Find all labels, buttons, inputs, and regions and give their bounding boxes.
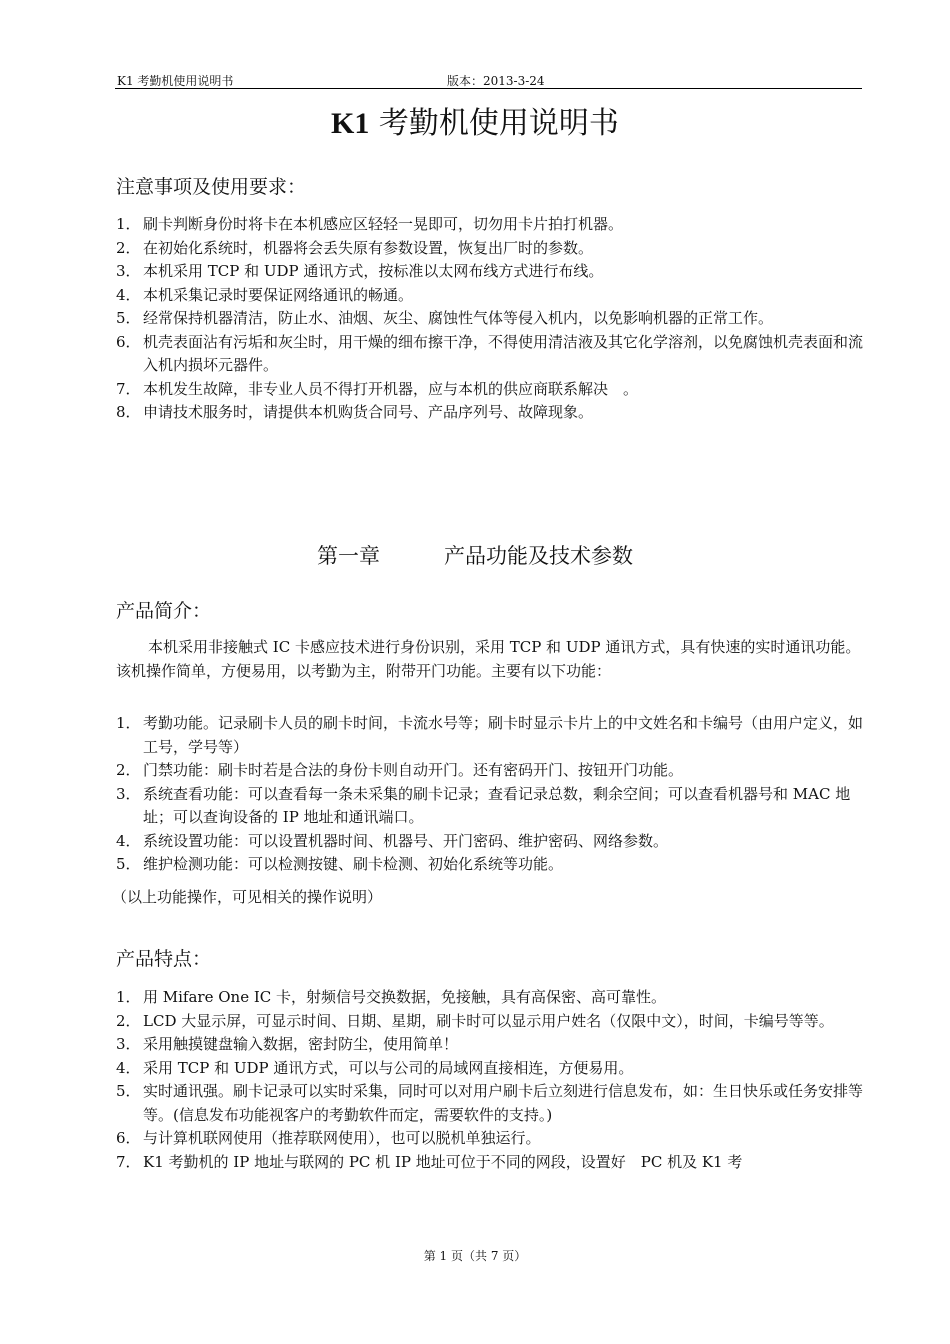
- list-item: [116, 783, 866, 830]
- title-text: 考勤机使用说明书: [369, 106, 619, 141]
- list-item-text: 申请技术服务时，请提供本机购货合同号、产品序列号、故障现象。: [143, 403, 594, 421]
- list-item-text: 刷卡判断身份时将卡在本机感应区轻轻一晃即可，切勿用卡片拍打机器。: [143, 215, 624, 233]
- list-item-number: 7．: [116, 1152, 141, 1171]
- list-item: [116, 1057, 866, 1081]
- list-item-number: 1．: [116, 714, 141, 732]
- notice-list: [116, 213, 866, 425]
- list-item-text: K1 考勤机的 IP 地址与联网的 PC 机 IP 地址可位于不同的网段，设置好 PC 机及 K1 考: [143, 1152, 743, 1171]
- list-item-number: 2．: [116, 238, 141, 257]
- list-item-number: 4．: [116, 831, 141, 850]
- list-item-text: LCD 大显示屏，可显示时间、日期、星期，刷卡时可以显示用户姓名（仅限中文），时间，卡编号等等。: [143, 1011, 834, 1030]
- list-item: [116, 213, 866, 237]
- list-item-number: 3．: [116, 784, 141, 803]
- header-doc-name: K1 考勤机使用说明书: [117, 74, 234, 88]
- list-item-text: 采用 TCP 和 UDP 通讯方式，可以与公司的局域网直接相连，方便易用。: [143, 1058, 634, 1077]
- list-item: [116, 853, 866, 877]
- list-item-number: 6．: [116, 332, 141, 351]
- list-item-number: 8．: [116, 403, 141, 421]
- list-item-text: 机壳表面沾有污垢和灰尘时，用干燥的细布擦干净，不得使用清洁液及其它化学溶剂，以免腐蚀机壳表面和流入机内损坏元器件。: [143, 332, 864, 374]
- intro-note: （以上功能操作，可见相关的操作说明）: [112, 888, 383, 906]
- features-list: [116, 986, 866, 1174]
- list-item: [116, 1033, 866, 1057]
- list-item-number: 1．: [116, 215, 141, 233]
- list-item-text: 在初始化系统时，机器将会丢失原有参数设置，恢复出厂时的参数。: [143, 238, 594, 257]
- list-item: [116, 260, 866, 284]
- list-item: [116, 331, 866, 378]
- list-item-number: 1．: [116, 988, 141, 1006]
- intro-heading: 产品简介：: [116, 600, 212, 622]
- list-item-text: 实时通讯强。刷卡记录可以实时采集，同时可以对用户刷卡后立刻进行信息发布，如：生日快乐或任务安排等等。(信息发布功能视客户的考勤软件而定，需要软件的支持。): [143, 1082, 864, 1124]
- list-item: [116, 284, 866, 308]
- notice-heading: 注意事项及使用要求：: [116, 176, 307, 198]
- list-item-text: 本机采集记录时要保证网络通讯的畅通。: [143, 285, 414, 304]
- list-item-text: 本机发生故障，非专业人员不得打开机器，应与本机的供应商联系解决 。: [143, 379, 639, 398]
- chapter-number: 第一章: [317, 544, 380, 568]
- list-item-number: 4．: [116, 1058, 141, 1077]
- list-item-text: 经常保持机器清洁，防止水、油烟、灰尘、腐蚀性气体等侵入机内，以免影响机器的正常工作。: [143, 309, 774, 327]
- list-item-text: 门禁功能：刷卡时若是合法的身份卡则自动开门。还有密码开门、按钮开门功能。: [143, 761, 684, 779]
- chapter-title: 产品功能及技术参数: [444, 544, 633, 568]
- list-item: [116, 1080, 866, 1127]
- list-item-number: 5．: [116, 1082, 141, 1100]
- list-item-number: 5．: [116, 855, 141, 873]
- list-item-text: 系统设置功能：可以设置机器时间、机器号、开门密码、维护密码、网络参数。: [143, 831, 669, 850]
- title-model: K1: [331, 107, 370, 140]
- list-item-number: 3．: [116, 1035, 141, 1053]
- list-item: [116, 237, 866, 261]
- list-item: [116, 307, 866, 331]
- list-item: [116, 1151, 866, 1175]
- intro-function-list: [116, 712, 866, 877]
- chapter-heading: [0, 542, 950, 570]
- page-footer: 第 1 页（共 7 页）: [423, 1249, 527, 1263]
- list-item: [116, 986, 866, 1010]
- list-item-number: 2．: [116, 761, 141, 779]
- list-item: [116, 759, 866, 783]
- list-item-text: 考勤功能。记录刷卡人员的刷卡时间，卡流水号等；刷卡时显示卡片上的中文姓名和卡编号（由用户定义，如工号，学号等）: [143, 714, 864, 756]
- list-item: [116, 401, 866, 425]
- page-title: [0, 104, 950, 144]
- list-item-text: 系统查看功能：可以查看每一条未采集的刷卡记录；查看记录总数，剩余空间；可以查看机器号和 MAC 地址；可以查询设备的 IP 地址和通讯端口。: [143, 784, 851, 826]
- list-item: [116, 830, 866, 854]
- list-item-number: 2．: [116, 1011, 141, 1030]
- list-item: [116, 712, 866, 759]
- list-item-text: 维护检测功能：可以检测按键、刷卡检测、初始化系统等功能。: [143, 855, 564, 873]
- list-item-number: 7．: [116, 379, 141, 398]
- list-item: [116, 1127, 866, 1151]
- page-header: [115, 70, 862, 89]
- intro-paragraph: 本机采用非接触式 IC 卡感应技术进行身份识别，采用 TCP 和 UDP 通讯方式，具有快速的实时通讯功能。该机操作简单，方便易用，以考勤为主，附带开门功能。主要有以下功能：: [116, 638, 861, 680]
- list-item: [116, 1010, 866, 1034]
- list-item-number: 6．: [116, 1129, 141, 1147]
- header-version: 版本：2013-3-24: [447, 74, 545, 88]
- list-item-text: 与计算机联网使用（推荐联网使用），也可以脱机单独运行。: [143, 1129, 541, 1147]
- list-item: [116, 378, 866, 402]
- list-item-text: 用 Mifare One IC 卡，射频信号交换数据，免接触，具有高保密、高可靠性。: [143, 988, 667, 1006]
- list-item-text: 采用触摸键盘输入数据，密封防尘，使用简单！: [143, 1035, 459, 1053]
- list-item-number: 4．: [116, 285, 141, 304]
- list-item-number: 5．: [116, 309, 141, 327]
- list-item-number: 3．: [116, 262, 141, 280]
- features-heading: 产品特点：: [116, 948, 212, 970]
- list-item-text: 本机采用 TCP 和 UDP 通讯方式，按标准以太网布线方式进行布线。: [143, 262, 604, 280]
